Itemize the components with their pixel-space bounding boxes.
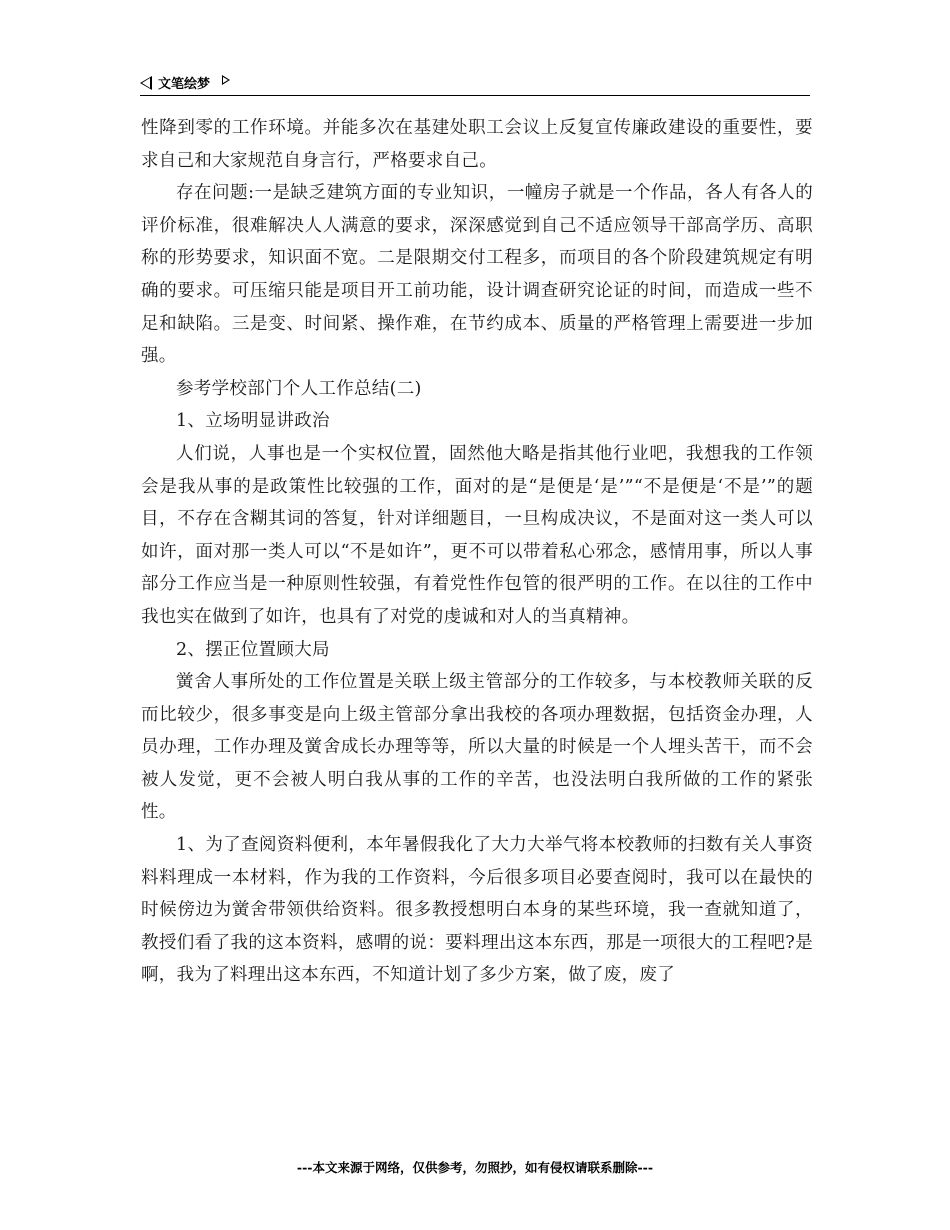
header-brand: 文笔绘梦	[158, 77, 211, 92]
paragraph: 人们说，人事也是一个实权位置，固然他大略是指其他行业吧，我想我的工作领会是我从事的是政策性比较强的工作，面对的是“是便是‘是’”“不是便是‘不是’”的题目，不存在含糊其词的答复，针对详细题目，一旦构成决议，不是面对这一类人可以如许，面对那一类人可以“不是如许”，更不可以带着私心邪念，感情用事，所以人事部分工作应当是一种原则性较强，有着党性作包管的很严明的工作。在以往的工作中我也实在做到了如许，也具有了对党的虔诚和对人的当真精神。	[141, 443, 813, 627]
triangle-right-icon	[222, 75, 230, 85]
paragraph: 1、为了查阅资料便利，本年暑假我化了大力大举气将本校教师的扫数有关人事资料料理成一本材料，作为我的工作资料，今后很多项目必要查阅时，我可以在最快的时候傍边为黉舍带领供给资料。很多教授想明白本身的某些环境，我一查就知道了，教授们看了我的这本资料，感喟的说：要料理出这本东西，那是一项很大的工程吧?是啊，我为了料理出这本东西，不知道计划了多少方案，做了废，废了	[141, 835, 813, 986]
page-header	[140, 70, 810, 96]
footer-notice: ---本文来源于网络，仅供参考，勿照抄，如有侵权请联系删除---	[296, 1160, 654, 1175]
paragraph: 性降到零的工作环境。并能多次在基建处职工会议上反复宣传廉政建设的重要性，要求自己和大家规范自身言行，严格要求自己。	[141, 118, 813, 171]
paragraph: 黉舍人事所处的工作位置是关联上级主管部分的工作较多，与本校教师关联的反而比较少，很多事变是向上级主管部分拿出我校的各项办理数据，包括资金办理，人员办理，工作办理及黉舍成长办理等等，所以大量的时候是一个人埋头苦干，而不会被人发觉，更不会被人明白我从事的工作的辛苦，也没法明白我所做的工作的紧张性。	[141, 672, 813, 823]
subsection-heading: 1、立场明显讲政治	[176, 411, 330, 432]
document-body	[141, 112, 813, 992]
section-title: 参考学校部门个人工作总结(二)	[176, 378, 422, 399]
triangle-left-icon	[140, 76, 152, 90]
paragraph: 存在问题:一是缺乏建筑方面的专业知识，一幢房子就是一个作品，各人有各人的评价标准，很难解决人人满意的要求，深深感觉到自己不适应领导干部高学历、高职称的形势要求，知识面不宽。二是限期交付工程多，而项目的各个阶段建筑规定有明确的要求。可压缩只能是项目开工前功能，设计调查研究论证的时间，而造成一些不足和缺陷。三是变、时间紧、操作难，在节约成本、质量的严格管理上需要进一步加强。	[141, 183, 813, 367]
subsection-heading: 2、摆正位置顾大局	[176, 639, 330, 660]
